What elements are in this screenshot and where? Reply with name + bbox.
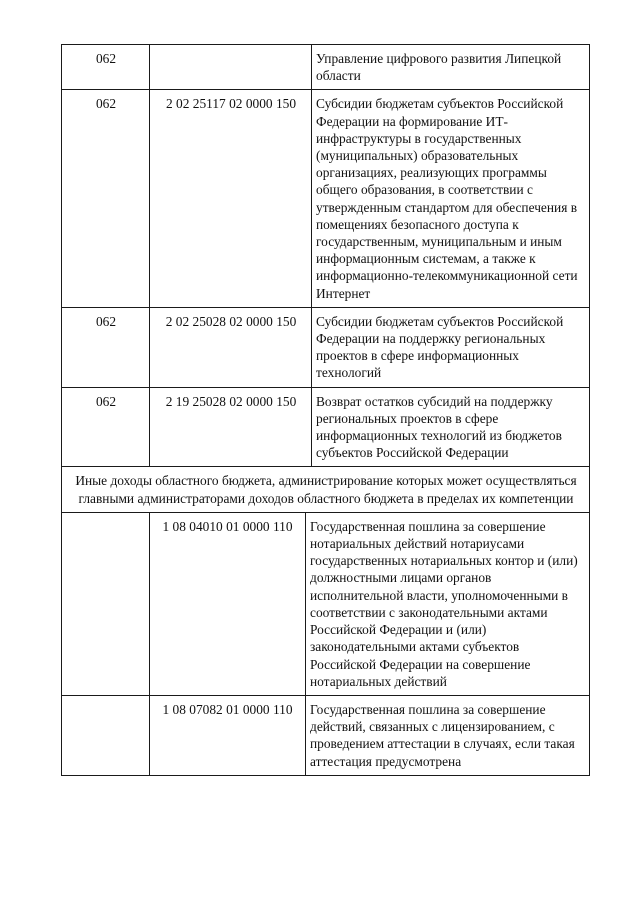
admin-code-cell: 062 xyxy=(62,90,150,307)
revenue-name-cell: Управление цифрового развития Липецкой области xyxy=(312,45,590,90)
admin-code-cell: 062 xyxy=(62,307,150,387)
budget-classification-code-cell: 2 02 25117 02 0000 150 xyxy=(150,90,312,307)
row-columns xyxy=(62,513,589,695)
budget-classification-code-cell xyxy=(150,45,312,90)
revenue-administrators-table xyxy=(61,44,590,776)
table-row xyxy=(62,695,590,775)
admin-code-cell xyxy=(62,513,150,695)
admin-code-cell: 062 xyxy=(62,45,150,90)
budget-classification-code-cell: 1 08 07082 01 0000 110 xyxy=(150,696,306,775)
table-row xyxy=(62,387,590,467)
revenue-name-cell: Государственная пошлина за совершение действий, связанных с лицензированием, с проведением аттестации в случаях, если такая аттестация предусмотрена xyxy=(310,701,575,769)
revenue-name-cell: Возврат остатков субсидий на поддержку региональных проектов в сфере информационных технологий из бюджетов субъектов Российской Федерации xyxy=(312,387,590,467)
budget-classification-code-cell: 2 02 25028 02 0000 150 xyxy=(150,307,312,387)
row-columns xyxy=(62,696,589,775)
table-row xyxy=(62,512,590,695)
table-row xyxy=(62,307,590,387)
section-heading: Иные доходы областного бюджета, администрирование которых может осуществляться главными администраторами доходов областного бюджета в пределах их компетенции xyxy=(62,467,590,512)
table-row xyxy=(62,45,590,90)
budget-classification-code-cell: 1 08 04010 01 0000 110 xyxy=(150,513,306,695)
admin-code-cell xyxy=(62,696,150,775)
revenue-name-cell: Государственная пошлина за совершение нотариальных действий нотариусами государственных нотариальных контор и (или) должностными лицами органов исполнительной власти, уполномоченными в соответствии с законодательными актами Российской Федерации и (или) законодательными актами субъектов Российской Федерации на совершение нотариальных действий xyxy=(310,518,578,689)
table-row xyxy=(62,90,590,307)
revenue-name-cell: Субсидии бюджетам субъектов Российской Федерации на формирование ИТ-инфраструктуры в государственных (муниципальных) образовательных организациях, реализующих программы общего образования, в соответствии с утвержденным стандартом для обеспечения в помещениях безопасного доступа к государственным, муниципальным и иным информационным системам, а также к информационно-телекоммуникационной сети Интернет xyxy=(312,90,590,307)
row-container xyxy=(62,695,590,775)
admin-code-cell: 062 xyxy=(62,387,150,467)
revenue-name-cell: Субсидии бюджетам субъектов Российской Федерации на поддержку региональных проектов в сфере информационных технологий xyxy=(312,307,590,387)
section-heading-row xyxy=(62,467,590,512)
row-container xyxy=(62,512,590,695)
budget-classification-code-cell: 2 19 25028 02 0000 150 xyxy=(150,387,312,467)
